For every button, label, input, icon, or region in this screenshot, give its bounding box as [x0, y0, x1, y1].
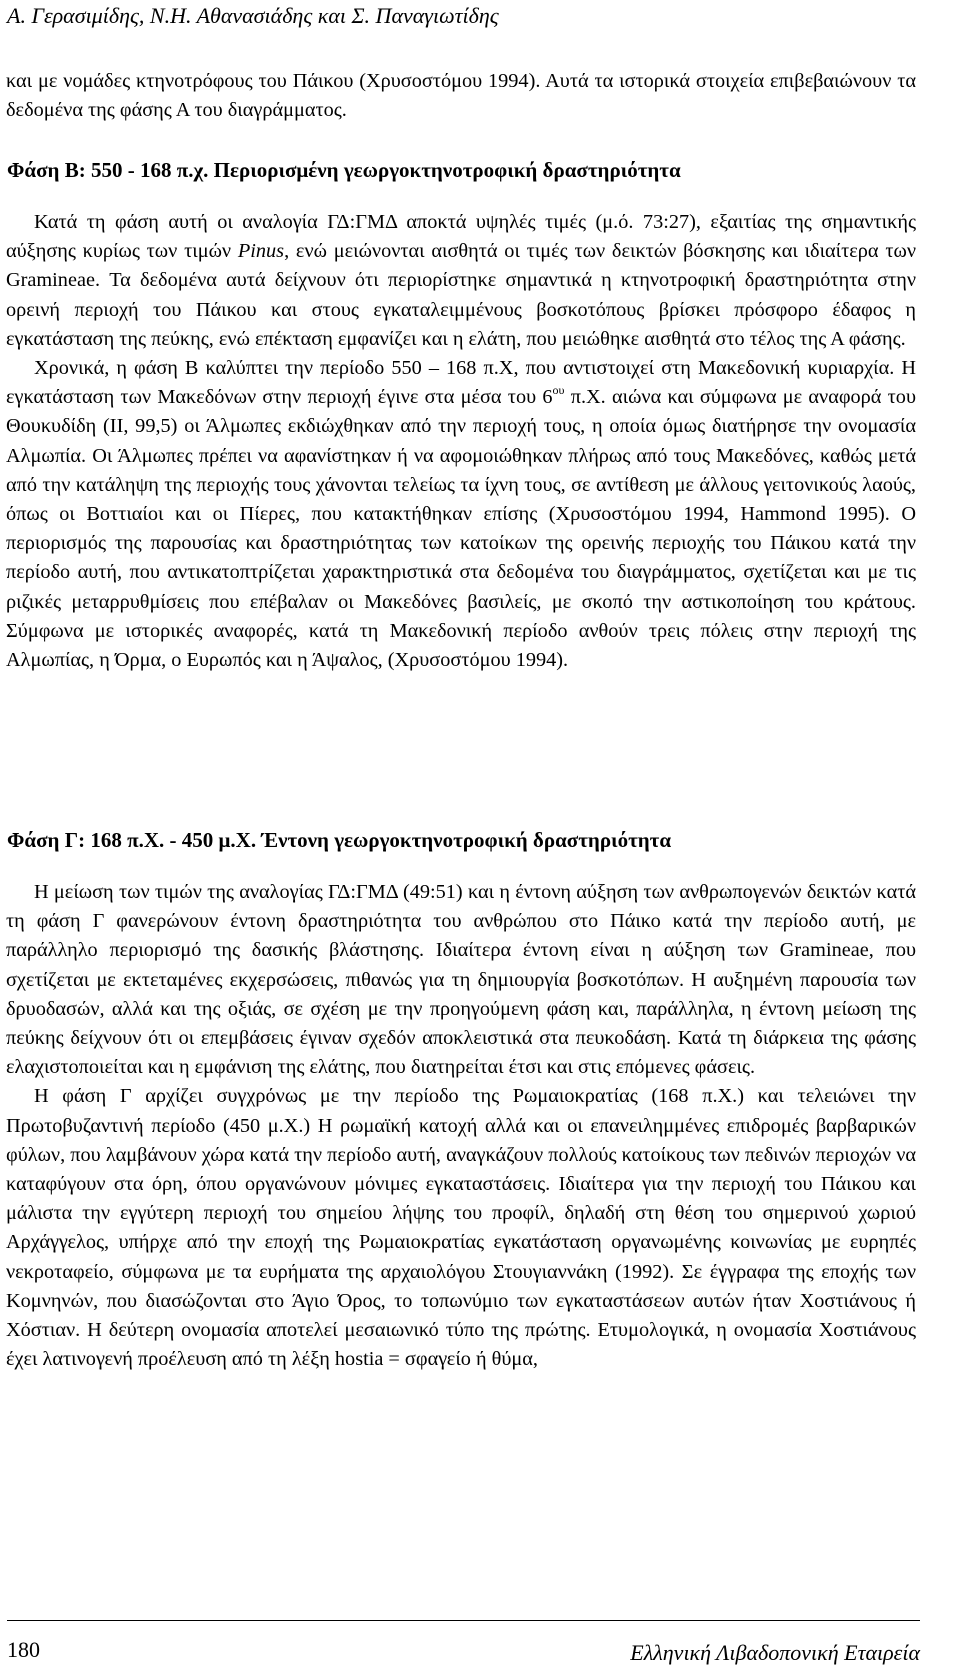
phase-b-p1-text-b: , ενώ μειώνονται αισθητά οι τιμές των δεικτών βόσκησης και ιδιαίτερα των Gramineae. Τα δεδομένα αυτά δείχνουν ότι περιορίστηκε σημαντικά η κτηνοτροφική δραστηριότητα στην ορεινή περιοχή του Πάικου και στους εγκαταλειμμένους βοσκοτόπους βρίσκει πρόσφορο έδαφος η εγκατάσταση της πεύκης, ενώ επέκταση εμφανίζει και η ελάτη, που μειώθηκε αισθητά στο τέλος της Α φάσης. — [6, 240, 916, 350]
phase-b-heading: Φάση Β: 550 - 168 π.χ. Περιορισμένη γεωργοκτηνοτροφική δραστηριότητα — [7, 158, 681, 182]
phase-c-paragraph-1: Η μείωση των τιμών της αναλογίας ΓΔ:ΓΜΔ (49:51) και η έντονη αύξηση των ανθρωπογενών δεικτών κατά τη φάση Γ φανερώνουν έντονη δραστηριότητα του ανθρώπου στο Πάικο κατά την περίοδο αυτή, με παράλληλο περιορισμό της δασικής βλάστησης. Ιδιαίτερα έντονη είναι η αύξηση των Gramineae, που σχετίζεται με εκτεταμένες εκχερσώσεις, πιθανώς για τη δημιουργία βοσκοτόπων. Η αυξημένη παρουσία των δρυοδασών, αλλά και της οξιάς, σε σχέση με την προηγούμενη φάση και, παράλληλα, η έντονη μείωση της πεύκης δείχνουν ότι οι επεμβάσεις έγιναν σχεδόν αποκλειστικά στα πευκοδάση. Κατά τη διάρκεια της φάσης ελαχιστοποιείται και η εμφάνιση της ελάτης, που διατηρείται έτσι και στις επόμενες φάσεις. — [6, 881, 916, 1079]
pinus-term: Pinus — [237, 240, 285, 263]
phase-b-paragraph-1 — [6, 208, 916, 354]
page-number: 180 — [7, 1637, 40, 1662]
phase-b-paragraph-2 — [6, 354, 916, 675]
phase-c-paragraph-2: Η φάση Γ αρχίζει συγχρόνως με την περίοδο της Ρωμαιοκρατίας (168 π.Χ.) και τελειώνει την Πρωτοβυζαντινή περίοδο (450 μ.Χ.) Η ρωμαϊκή κατοχή αλλά και οι επανειλημμένες επιδρομές βαρβαρικών φύλων, που λαμβάνουν χώρα κατά την περίοδο αυτή, αναγκάζουν πολλούς κατοίκους των πεδινών περιοχών να καταφύγουν στα όρη, όπου οργανώνουν μόνιμες εγκαταστάσεις. Ιδιαίτερα για την περιοχή του Πάικου και μάλιστα την εγγύτερη περιοχή του σημείου λήψης του προφίλ, δηλαδή στη θέση του σημερινού χωριού Αρχάγγελος, υπήρχε από την εποχή της Ρωμαιοκρατίας εγκατάσταση οργανωμένης κοινωνίας με ευρηπές νεκροταφείο, σύμφωνα με τα ευρήματα της αρχαιολόγου Στουγιαννάκη (1992). Σε έγγραφα της εποχής των Κομνηνών, που διασώζονται στο Άγιο Όρος, το τοπωνύμιο των εγκαταστάσεων αυτών ήταν Χοστιάνους ή Χόστιαν. Η δεύτερη ονομασία αποτελεί μεσαιωνικό τύπο της πρώτης. Ετυμολογικά, η ονομασία Χοστιάνους έχει λατινογενή προέλευση από τη λέξη hostia = σφαγείο ή θύμα, — [6, 1085, 916, 1371]
intro-paragraph-block — [6, 67, 916, 125]
phase-b-p1-text-a: Κατά τη φάση αυτή οι αναλογία ΓΔ:ΓΜΔ αποκτά υψηλές τιμές (μ.ό. 73:27), εξαιτίας της σημαντικής αύξησης κυρίως των τιμών — [6, 211, 916, 263]
phase-b-body — [6, 208, 916, 675]
running-head: Α. Γερασιμίδης, Ν.Η. Αθανασιάδης και Σ. Παναγιωτίδης — [7, 3, 499, 28]
phase-c-body — [6, 878, 916, 1374]
phase-c-heading: Φάση Γ: 168 π.Χ. - 450 μ.Χ. Έντονη γεωργοκτηνοτροφική δραστηριότητα — [7, 828, 672, 852]
intro-paragraph: και με νομάδες κτηνοτρόφους του Πάικου (Χρυσοστόμου 1994). Αυτά τα ιστορικά στοιχεία επιβεβαιώνουν τα δεδομένα της φάσης Α του διαγράμματος. — [6, 70, 916, 122]
publisher-name: Ελληνική Λιβαδοπονική Εταιρεία — [630, 1640, 920, 1665]
phase-b-p2-text-b: π.Χ. αιώνα και σύμφωνα με αναφορά του Θουκυδίδη (ΙΙ, 99,5) οι Άλμωπες εκδιώχθηκαν από την περιοχή τους, η οποία όμως διατήρησε την ονομασία Αλμωπία. Οι Άλμωπες πρέπει να αφανίστηκαν ή να αφομοιώθηκαν πλήρως από τους Μακεδόνες, καθώς μετά από την κατάληψη της περιοχής τους χάνονται τελείως τα ίχνη τους, σε αντίθεση με άλλους γειτονικούς λαούς, όπως οι Βοττιαίοι και οι Πίερες, που κατακτήθηκαν επίσης (Χρυσοστόμου 1994, Hammond 1995). Ο περιορισμός της παρουσίας και δραστηριότητας των κατοίκων της ορεινής περιοχής του Πάικου κατά την περίοδο αυτή, που αντικατοπτρίζεται χαρακτηριστικά στα δεδομένα του διαγράμματος, σχετίζεται και με τις ριζικές μεταρρυθμίσεις που επέβαλαν οι Μακεδόνες βασιλείς, με σκοπό την αστικοποίηση του κράτους. Σύμφωνα με ιστορικές αναφορές, κατά τη Μακεδονική περίοδο ανθούν τρεις πόλεις στην περιοχή της Αλμωπίας, η Όρμα, ο Ευρωπός και η Άψαλος, (Χρυσοστόμου 1994). — [6, 386, 916, 672]
ordinal-superscript: ου — [552, 383, 565, 398]
phase-b-p2-text-a: Χρονικά, η φάση Β καλύπτει την περίοδο 550 – 168 π.Χ, που αντιστοιχεί στη Μακεδονική κυριαρχία. Η εγκατάσταση των Μακεδόνων στην περιοχή έγινε στα μέσα του 6 — [6, 357, 916, 409]
footer-divider — [7, 1620, 920, 1621]
